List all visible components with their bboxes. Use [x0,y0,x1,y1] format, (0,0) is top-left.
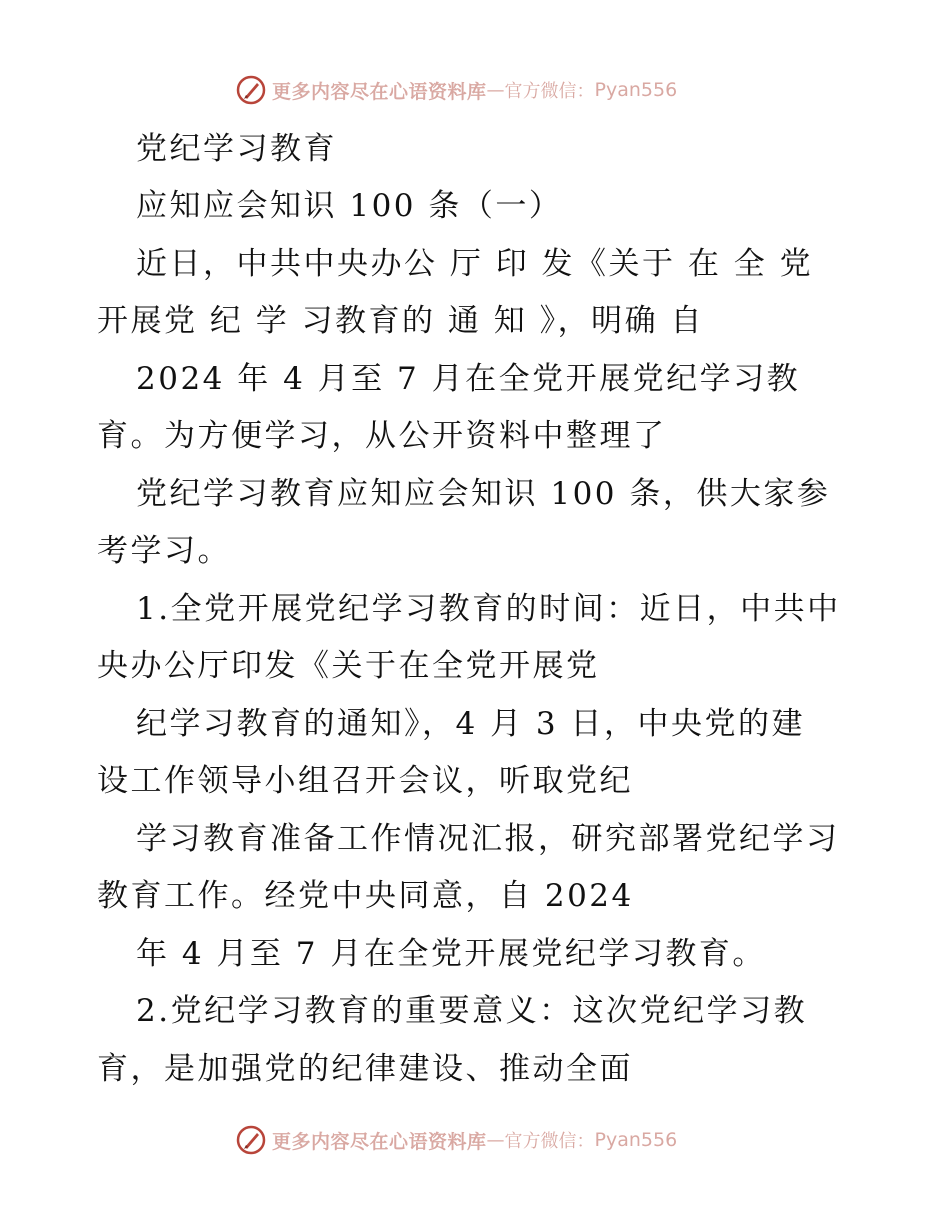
doc-title-line-1: 党纪学习教育 [136,131,337,167]
watermark-separator: — [486,1129,505,1151]
paragraph-line: 设工作领导小组召开会议，听取党纪 [97,763,633,799]
watermark-footer [236,1122,677,1158]
paragraph-line: 年 4 月至 7 月在全党开展党纪学习教育。 [136,936,766,972]
paragraph-line: 2.党纪学习教育的重要意义：这次党纪学习教 [136,993,808,1029]
paragraph-line: 育，是加强党的纪律建设、推动全面 [97,1051,633,1087]
watermark-text: 更多内容尽在心语资料库 [272,80,487,103]
watermark-separator: — [486,79,505,101]
paragraph-line: 央办公厅印发《关于在全党开展党 [97,648,600,684]
watermark-wechat-id: Pyan556 [594,1129,678,1151]
quill-pen-icon [236,75,266,105]
paragraph-line: 考学习。 [97,533,231,569]
paragraph-line: 1.全党开展党纪学习教育的时间：近日，中共中 [136,591,841,627]
watermark-text: 更多内容尽在心语资料库 [272,1130,487,1153]
paragraph-line: 近日，中共中央办公 厅 印 发《关于 在 全 党 [136,246,814,282]
watermark-wechat-id: Pyan556 [594,79,678,101]
paragraph-line: 党纪学习教育应知应会知识 100 条，供大家参 [136,476,831,512]
paragraph-line: 学习教育准备工作情况汇报，研究部署党纪学习 [136,821,840,857]
paragraph-line: 纪学习教育的通知》，4 月 3 日，中央党的建 [136,706,806,742]
watermark-header [236,72,677,108]
paragraph-line: 教育工作。经党中央同意，自 2024 [97,878,634,914]
doc-title-line-2: 应知应会知识 100 条（一） [136,188,563,224]
paragraph-line: 2024 年 4 月至 7 月在全党开展党纪学习教 [136,361,801,397]
quill-pen-icon [236,1125,266,1155]
watermark-wechat-label: 官方微信： [504,1131,595,1152]
watermark-wechat-label: 官方微信： [504,81,595,102]
paragraph-line: 育。为方便学习，从公开资料中整理了 [97,418,667,454]
paragraph-line: 开展党 纪 学 习教育的 通 知 》，明确 自 [97,303,704,339]
